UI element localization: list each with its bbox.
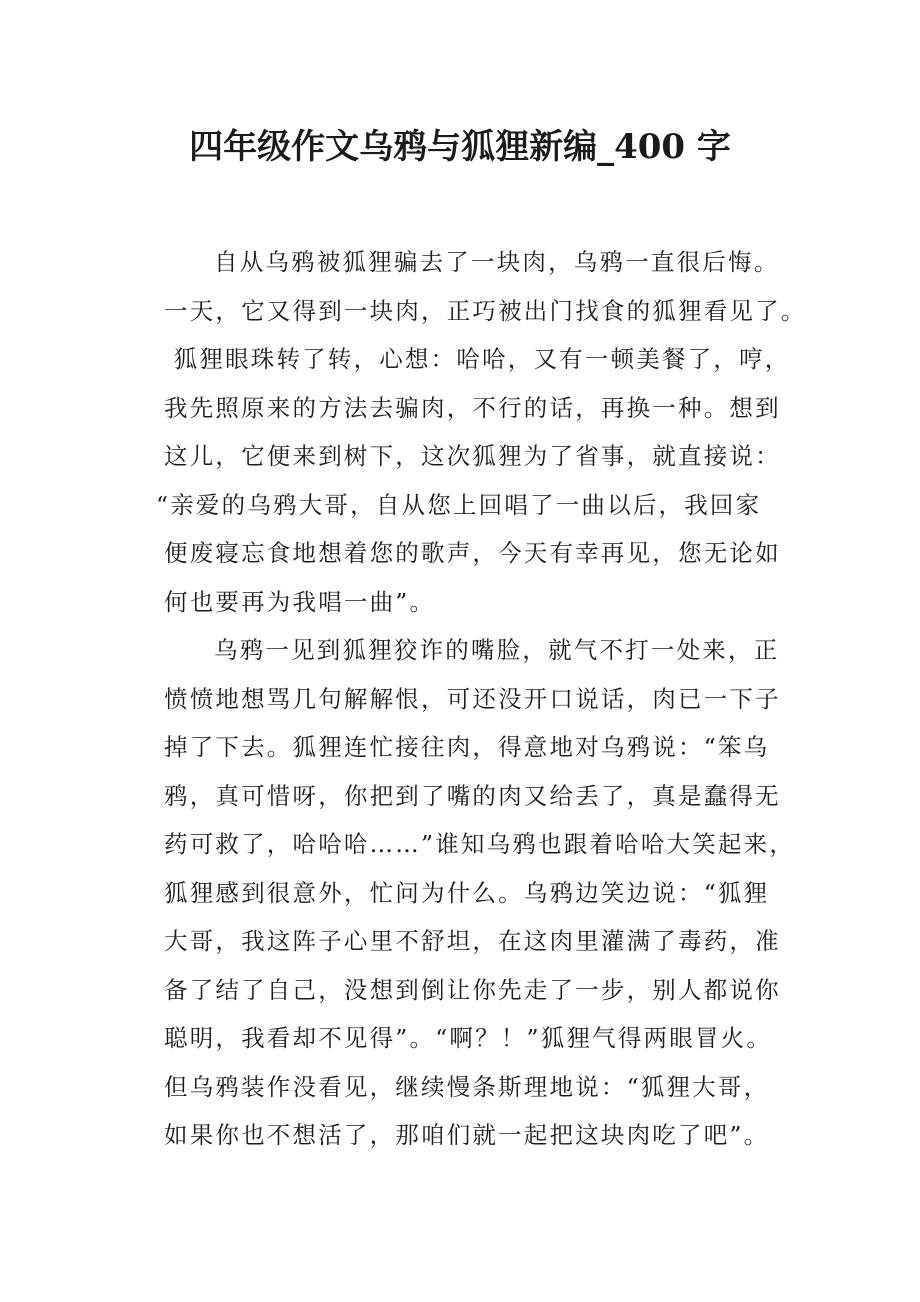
document-body	[156, 238, 807, 1160]
text-line: 大哥，我这阵子心里不舒坦，在这肉里灌满了毒药，准	[164, 927, 781, 955]
text-line: 我先照原来的方法去骗肉，不行的话，再换一种。想到	[164, 393, 781, 422]
text-line: 这儿，它便来到树下，这次狐狸为了省事，就直接说：	[164, 442, 781, 470]
text-line: 聪明，我看却不见得”。“啊？！”狐狸气得两眼冒火。	[164, 1024, 773, 1052]
text-line: 狐狸感到很意外，忙问为什么。乌鸦边笑边说：“狐狸	[164, 878, 770, 907]
text-line: 便废寝忘食地想着您的歌声，今天有幸再见，您无论如	[164, 539, 781, 567]
text-line: 何也要再为我唱一曲”。	[164, 587, 436, 616]
text-line: 掉了下去。狐狸连忙接往肉，得意地对乌鸦说：“笨乌	[164, 733, 770, 761]
text-line: 自从乌鸦被狐狸骗去了一块肉，乌鸦一直很后悔。	[214, 248, 780, 276]
text-line: 乌鸦一见到狐狸狡诈的嘴脸，就气不打一处来，正	[214, 636, 780, 664]
document-title: 四年级作文乌鸦与狐狸新编_400 字	[189, 127, 731, 167]
paragraph-2	[164, 626, 796, 1160]
text-line: “亲爱的乌鸦大哥，自从您上回唱了一曲以后，我回家	[156, 490, 762, 519]
paragraph-1	[156, 238, 807, 626]
text-line: 备了结了自己，没想到倒让你先走了一步，别人都说你	[164, 975, 781, 1004]
text-line: 一天，它又得到一块肉，正巧被出门找食的狐狸看见了。	[164, 296, 807, 325]
text-line: 如果你也不想活了，那咱们就一起把这块肉吃了吧”。	[164, 1121, 770, 1149]
text-line: 鸦，真可惜呀，你把到了嘴的肉又给丢了，真是蠢得无	[164, 781, 781, 810]
text-line: 狐狸眼珠转了转，心想：哈哈，又有一顿美餐了，哼，	[164, 345, 791, 373]
text-line: 愤愤地想骂几句解解恨，可还没开口说话，肉已一下子	[164, 684, 781, 713]
text-line: 药可救了，哈哈哈……”谁知乌鸦也跟着哈哈大笑起来，	[164, 830, 796, 858]
text-line: 但乌鸦装作没看见，继续慢条斯理地说：“狐狸大哥，	[164, 1072, 770, 1101]
